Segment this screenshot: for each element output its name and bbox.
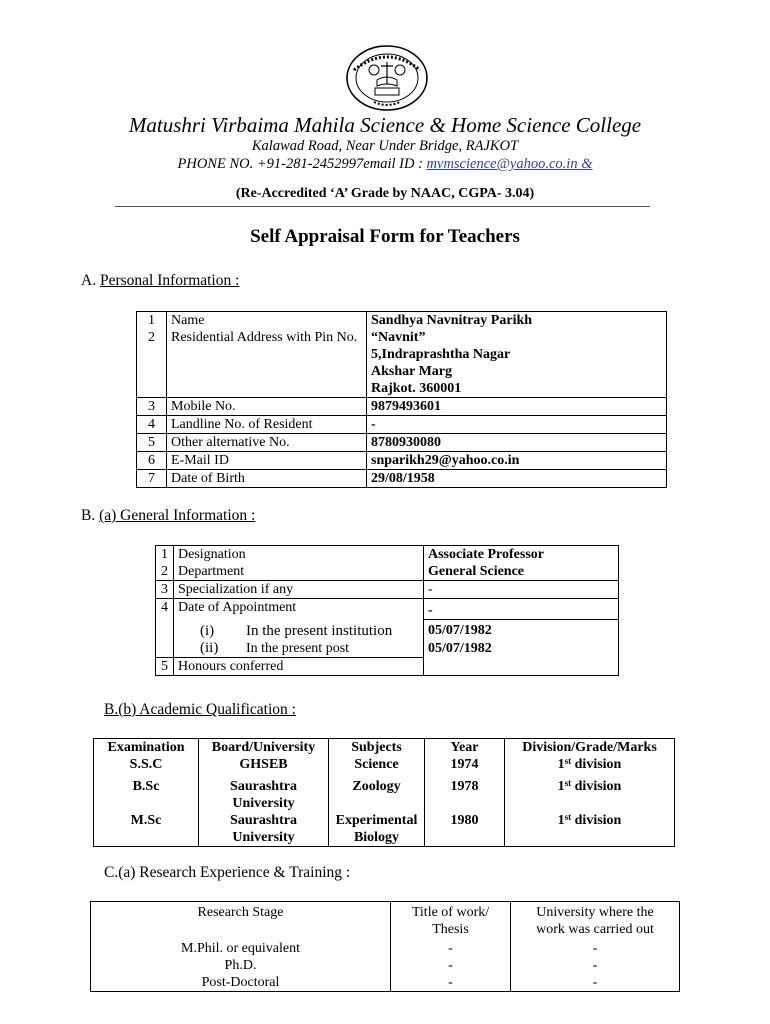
section-c-a-heading: C.(a) Research Experience & Training : [104,864,351,881]
table-row: (i) In the present institution 05/07/1982 [156,620,619,640]
college-name: Matushri Virbaima Mahila Science & Home Science College [128,113,642,137]
table-row: 2 Department General Science [156,563,619,581]
table-header-row: Examination Board/University Subjects Year Division/Grade/Marks [94,739,675,757]
header-divider [115,206,650,207]
section-b-b-heading: B.(b) Academic Qualification : [104,701,296,718]
research-experience-table [90,901,680,992]
table-row: M.Phil. or equivalent - - [91,940,680,957]
table-row: 3 Mobile No. 9879493601 [137,398,667,416]
table-row: 1 Name Sandhya Navnitray Parikh [137,312,667,330]
table-row: Ph.D. - - [91,957,680,974]
college-contact [0,156,770,173]
section-a-heading: A. Personal Information : [81,272,240,289]
table-row: 1 Designation Associate Professor [156,546,619,564]
accreditation-line: (Re-Accredited ‘A’ Grade by NAAC, CGPA- 3.04) [235,186,535,201]
table-row: 7 Date of Birth 29/08/1958 [137,470,667,488]
contact-email-link[interactable]: mvmscience@yahoo.co.in & [426,156,593,172]
table-row: 3 Specialization if any - [156,581,619,599]
table-row: 5 Honours conferred [156,657,619,675]
table-row: S.S.C GHSEB Science 1974 1st division [94,756,675,776]
table-row: 5 Other alternative No. 8780930080 [137,434,667,452]
table-row: 6 E-Mail ID snparikh29@yahoo.co.in [137,452,667,470]
table-row: 2 Residential Address with Pin No. “Navnit” 5,Indraprashtha Nagar Akshar Marg Rajkot. 360001 [137,329,667,398]
form-title: Self Appraisal Form for Teachers [250,226,520,247]
table-row: 4 Date of Appointment - [156,599,619,620]
personal-info-table [136,311,667,488]
table-row: B.Sc Saurashtra University Zoology 1978 1st division [94,776,675,812]
table-row: (ii) In the present post 05/07/1982 [156,640,619,658]
section-b-a-heading: B. (a) General Information : [81,507,256,524]
college-logo [344,44,430,112]
college-address: Kalawad Road, Near Under Bridge, RAJKOT [251,138,519,154]
table-row: Post-Doctoral - - [91,974,680,992]
academic-qualification-table [93,738,675,847]
table-header-row: Research Stage Title of work/ Thesis University where the work was carried out [91,902,680,941]
contact-phone: PHONE NO. +91-281-2452997email ID : [177,156,427,172]
table-row: 4 Landline No. of Resident - [137,416,667,434]
table-row: M.Sc Saurashtra University Experimental Biology 1980 1st division [94,812,675,847]
general-info-table [155,545,619,676]
